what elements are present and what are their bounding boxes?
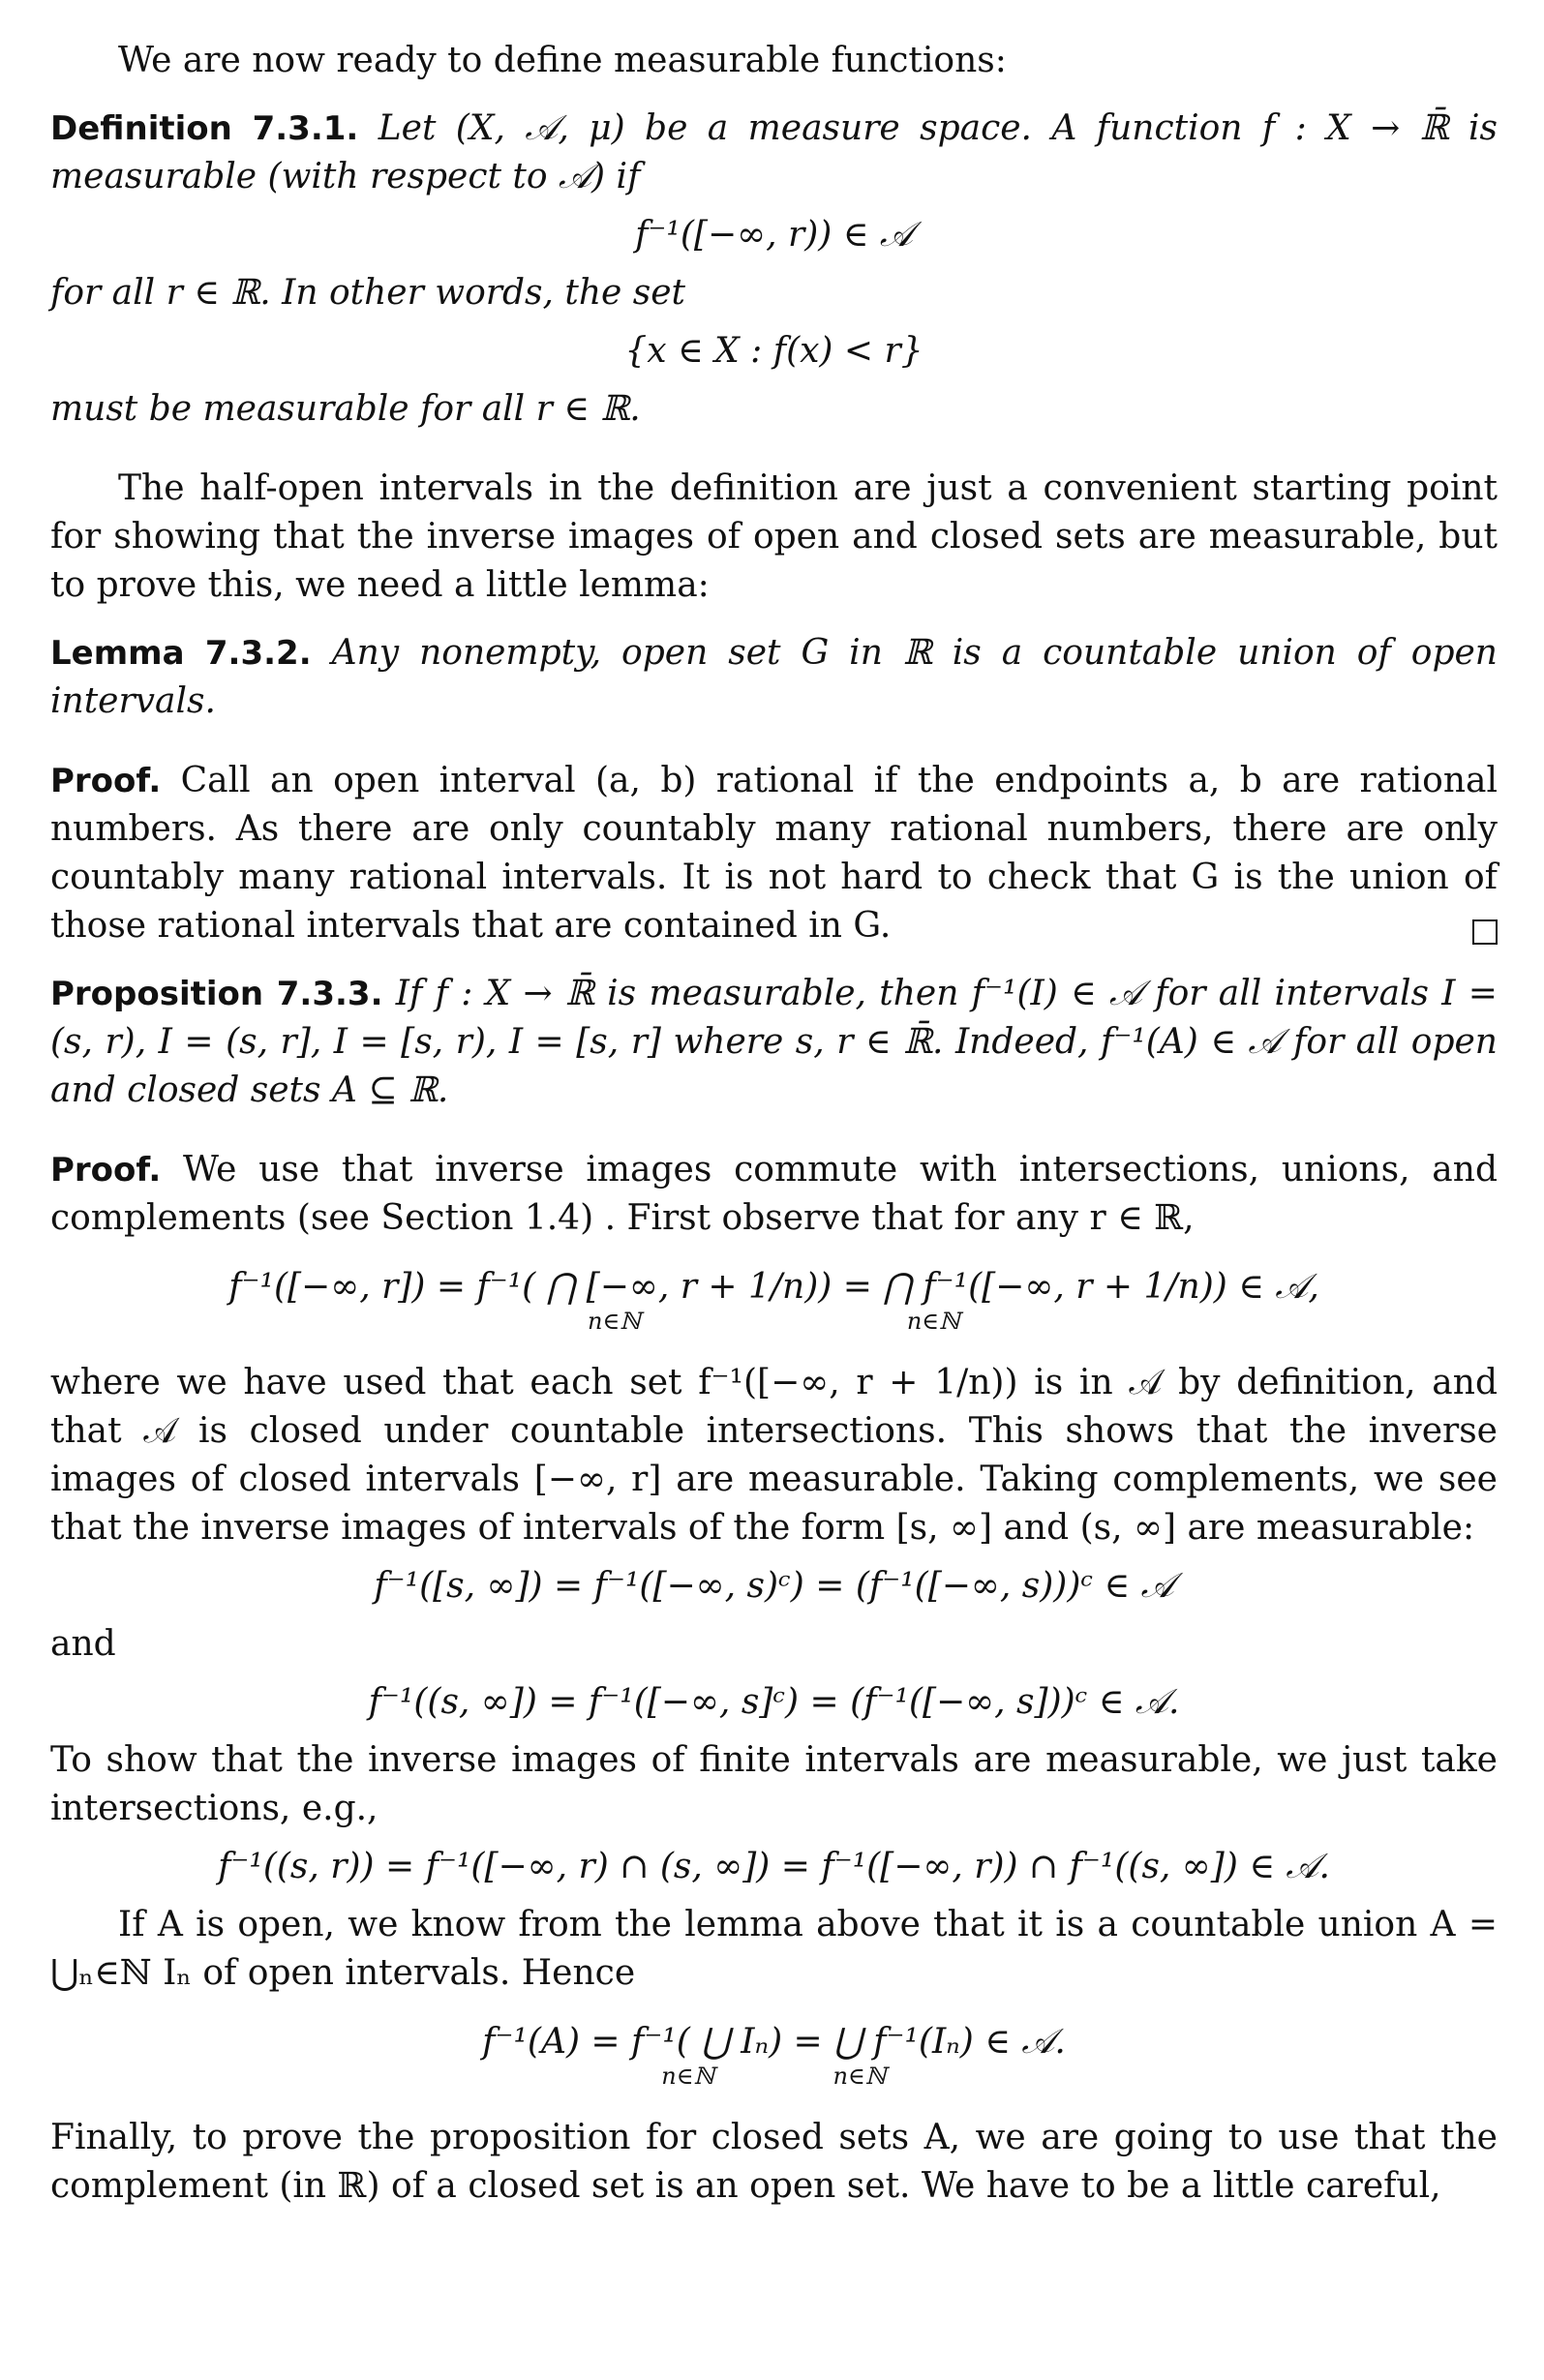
formula-union — [50, 2015, 1498, 2089]
paragraph-half-open-intervals: The half-open intervals in the definition are just a convenient starting point for showing that the inverse images of open and closed sets are measurable, but to prove this, we need a little lemma: — [50, 468, 1498, 605]
page-content — [50, 37, 1498, 2211]
proposition-7-3-3 — [50, 970, 1498, 1115]
definition-label: Definition 7.3.1. — [50, 109, 359, 148]
proof-text-2: where we have used that each set f⁻¹([−∞, r + 1/n)) is in 𝒜 by definition, and that 𝒜 is closed under countable intersections. This shows that the inverse images of closed intervals [−∞, r] are measurable. Taking complements, we see that the inverse images of intervals of the form [s, ∞] and (s, ∞] are measurable: — [50, 1363, 1498, 1548]
definition-formula-2: {x ∈ X : f(x) < r} — [624, 331, 923, 371]
proof-label-2: Proof. — [50, 1151, 162, 1190]
lemma-text: Any nonempty, open set G in ℝ is a countable union of open intervals. — [50, 633, 1498, 721]
proof-text-3: To show that the inverse images of finite intervals are measurable, we just take intersections, e.g., — [50, 1740, 1498, 1828]
proof-lemma — [50, 757, 1498, 950]
definition-formula-1: f⁻¹([−∞, r)) ∈ 𝒜 — [635, 215, 913, 255]
proof-text-5: Finally, to prove the proposition for closed sets A, we are going to use that the complement (in ℝ) of a closed set is an open set. We have to be a little careful, — [50, 2118, 1498, 2206]
formula-intersection-subscript: n∈ℕ n∈ℕ — [588, 1308, 960, 1335]
definition-text-3: must be measurable for all r ∈ ℝ. — [50, 389, 641, 429]
proof-text-4: If A is open, we know from the lemma above that it is a countable union A = ⋃ₙ∈ℕ Iₙ of open intervals. Hence — [50, 1905, 1498, 1993]
proof-text-1: We use that inverse images commute with intersections, unions, and complements (see Section 1.4) . First observe that for any r ∈ ℝ, — [50, 1150, 1498, 1238]
proof-proposition — [50, 1146, 1498, 2211]
lemma-7-3-2 — [50, 629, 1498, 726]
lemma-label: Lemma 7.3.2. — [50, 634, 312, 673]
definition-text-2: for all r ∈ ℝ. In other words, the set — [50, 273, 686, 313]
proposition-text: If f : X → ℝ̄ is measurable, then f⁻¹(I) ∈ 𝒜 for all intervals I = (s, r), I = (s, r], I = [s, r), I = [s, r] where s, r ∈ ℝ̄. Indeed, f⁻¹(A) ∈ 𝒜 for all open and closed sets A ⊆ ℝ. — [50, 974, 1498, 1110]
formula-intersection-main: f⁻¹([−∞, r]) = f⁻¹( ⋂ [−∞, r + 1/n)) = ⋂ f⁻¹([−∞, r + 1/n)) ∈ 𝒜, — [228, 1267, 1319, 1307]
formula-closed-interval: f⁻¹([s, ∞]) = f⁻¹([−∞, s)ᶜ) = (f⁻¹([−∞, s)))ᶜ ∈ 𝒜 — [374, 1566, 1174, 1606]
proof-text: Call an open interval (a, b) rational if the endpoints a, b are rational numbers. As there are only countably many rational numbers, there are only countably many rational intervals. It is not hard to check that G is the union of those rational intervals that are contained in G. — [50, 761, 1498, 946]
definition-text: Let (X, 𝒜, μ) be a measure space. A function f : X → ℝ̄ is measurable (with respect to 𝒜) if — [50, 108, 1498, 196]
formula-intersection — [50, 1260, 1498, 1334]
qed-box-icon — [1472, 919, 1498, 945]
proposition-label: Proposition 7.3.3. — [50, 975, 383, 1013]
formula-union-subscript: n∈ℕ n∈ℕ — [661, 2063, 887, 2090]
intro-paragraph: We are now ready to define measurable functions: — [118, 41, 1007, 80]
proof-label: Proof. — [50, 762, 162, 800]
formula-union-main: f⁻¹(A) = f⁻¹( ⋃ Iₙ) = ⋃ f⁻¹(Iₙ) ∈ 𝒜. — [482, 2022, 1066, 2062]
and-word: and — [50, 1624, 116, 1664]
definition-7-3-1 — [50, 105, 1498, 434]
formula-halfopen-interval: f⁻¹((s, ∞]) = f⁻¹([−∞, s]ᶜ) = (f⁻¹([−∞, s]))ᶜ ∈ 𝒜. — [368, 1682, 1180, 1722]
formula-finite-interval: f⁻¹((s, r)) = f⁻¹([−∞, r) ∩ (s, ∞]) = f⁻¹([−∞, r)) ∩ f⁻¹((s, ∞]) ∈ 𝒜. — [218, 1847, 1330, 1886]
